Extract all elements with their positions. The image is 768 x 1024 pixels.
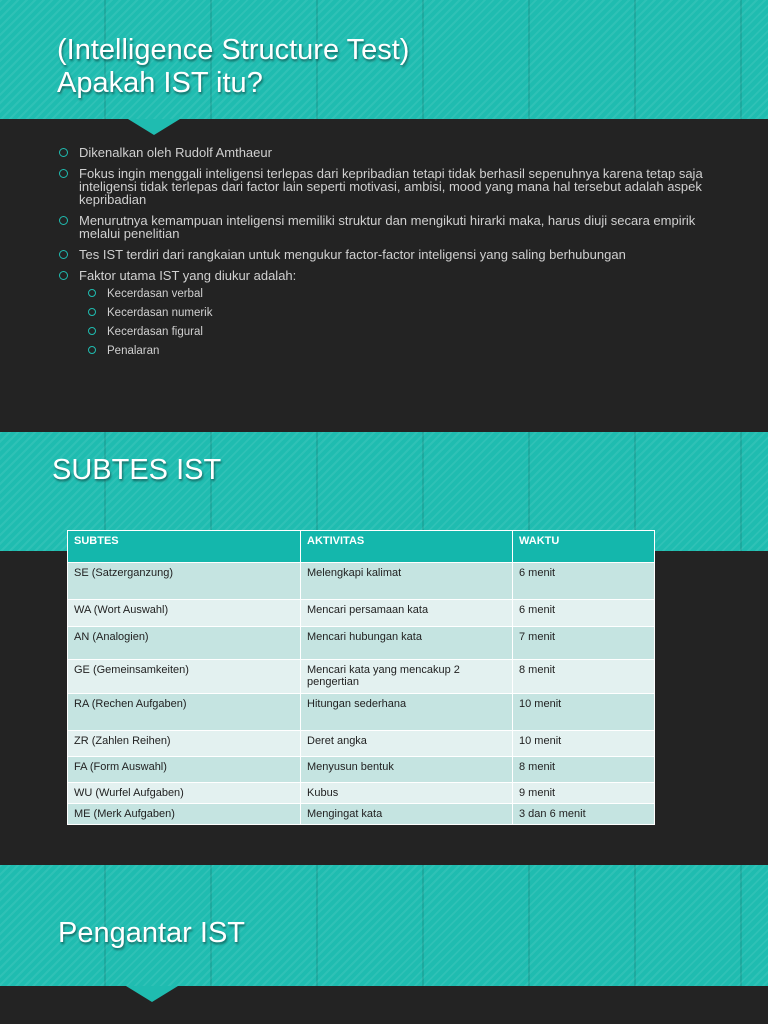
table-cell: Kubus	[301, 783, 513, 804]
ring-bullet-icon	[88, 327, 96, 335]
column-header-subtes: SUBTES	[68, 531, 301, 563]
table-row	[68, 694, 655, 731]
table-cell: 7 menit	[513, 627, 655, 660]
bullet-text: Menurutnya kemampuan inteligensi memiliki struktur dan mengikuti hirarki maka, harus diuji secara empirik melalui penelitian	[79, 213, 696, 241]
table-cell: WU (Wurfel Aufgaben)	[68, 783, 301, 804]
bullet-text: Dikenalkan oleh Rudolf Amthaeur	[79, 145, 272, 160]
table-cell: GE (Gemeinsamkeiten)	[68, 660, 301, 694]
sub-bullet-item	[87, 288, 707, 300]
table-cell: Mencari persamaan kata	[301, 600, 513, 627]
column-header-aktivitas: AKTIVITAS	[301, 531, 513, 563]
slide-1-title-line-2: Apakah IST itu?	[57, 67, 263, 100]
table-cell: WA (Wort Auswahl)	[68, 600, 301, 627]
table-row	[68, 783, 655, 804]
table-row	[68, 731, 655, 757]
table-row	[68, 804, 655, 825]
table-cell: RA (Rechen Aufgaben)	[68, 694, 301, 731]
table-row	[68, 757, 655, 783]
sub-bullet-text: Kecerdasan figural	[107, 326, 203, 338]
table-cell: 10 menit	[513, 731, 655, 757]
ring-bullet-icon	[88, 308, 96, 316]
table-cell: ME (Merk Aufgaben)	[68, 804, 301, 825]
table-cell: Menyusun bentuk	[301, 757, 513, 783]
bullet-item	[57, 214, 707, 240]
table-cell: 8 menit	[513, 757, 655, 783]
table-cell: 3 dan 6 menit	[513, 804, 655, 825]
bullet-list	[57, 146, 707, 357]
table-row	[68, 600, 655, 627]
column-header-waktu: WAKTU	[513, 531, 655, 563]
slide-1-title	[57, 34, 409, 101]
subtes-table	[67, 530, 655, 825]
slide-3-title: Pengantar IST	[58, 917, 245, 949]
bullet-item	[57, 248, 707, 261]
sub-bullet-list	[79, 288, 707, 357]
table-cell: Mencari hubungan kata	[301, 627, 513, 660]
table-cell: Mencari kata yang mencakup 2 pengertian	[301, 660, 513, 694]
sub-bullet-item	[87, 307, 707, 319]
slide-3-body	[0, 986, 768, 1024]
bullet-text: Faktor utama IST yang diukur adalah:	[79, 268, 297, 283]
bullet-text: Tes IST terdiri dari rangkaian untuk mengukur factor-factor inteligensi yang saling berhubungan	[79, 247, 626, 262]
ring-bullet-icon	[59, 216, 68, 225]
ring-bullet-icon	[59, 148, 68, 157]
slide-1-header-notch	[128, 119, 180, 135]
table-cell: Hitungan sederhana	[301, 694, 513, 731]
slide-1	[0, 0, 768, 432]
table-row	[68, 660, 655, 694]
table-cell: 10 menit	[513, 694, 655, 731]
sub-bullet-text: Kecerdasan verbal	[107, 288, 203, 300]
table-cell: SE (Satzerganzung)	[68, 563, 301, 600]
ring-bullet-icon	[88, 289, 96, 297]
table-cell: 9 menit	[513, 783, 655, 804]
table-header-row	[68, 531, 655, 563]
sub-bullet-item	[87, 326, 707, 338]
slide-3	[0, 865, 768, 1024]
bullet-item	[57, 146, 707, 159]
table-cell: Melengkapi kalimat	[301, 563, 513, 600]
sub-bullet-text: Penalaran	[107, 345, 160, 357]
table-row	[68, 563, 655, 600]
ring-bullet-icon	[59, 250, 68, 259]
bullet-item	[57, 269, 707, 357]
slide-1-content	[57, 146, 707, 365]
table-cell: FA (Form Auswahl)	[68, 757, 301, 783]
table-row	[68, 627, 655, 660]
slide-3-header-notch	[126, 986, 178, 1002]
ring-bullet-icon	[59, 169, 68, 178]
table-cell: 8 menit	[513, 660, 655, 694]
ring-bullet-icon	[59, 271, 68, 280]
table-cell: AN (Analogien)	[68, 627, 301, 660]
bullet-item	[57, 167, 707, 206]
ring-bullet-icon	[88, 346, 96, 354]
sub-bullet-item	[87, 345, 707, 357]
table-cell: ZR (Zahlen Reihen)	[68, 731, 301, 757]
slide-2-title: SUBTES IST	[52, 454, 222, 486]
table-cell: Deret angka	[301, 731, 513, 757]
table-cell: 6 menit	[513, 600, 655, 627]
table-cell: Mengingat kata	[301, 804, 513, 825]
sub-bullet-text: Kecerdasan numerik	[107, 307, 213, 319]
table-cell: 6 menit	[513, 563, 655, 600]
bullet-text: Fokus ingin menggali inteligensi terlepas dari kepribadian tetapi tidak berhasil sepenuhnya karena tetap saja inteligensi tidak terlepas dari factor lain seperti motivasi, ambisi, mood yang mana hal tersebut adalah aspek kepribadian	[79, 166, 703, 207]
slide-1-title-line-1: (Intelligence Structure Test)	[57, 34, 410, 66]
